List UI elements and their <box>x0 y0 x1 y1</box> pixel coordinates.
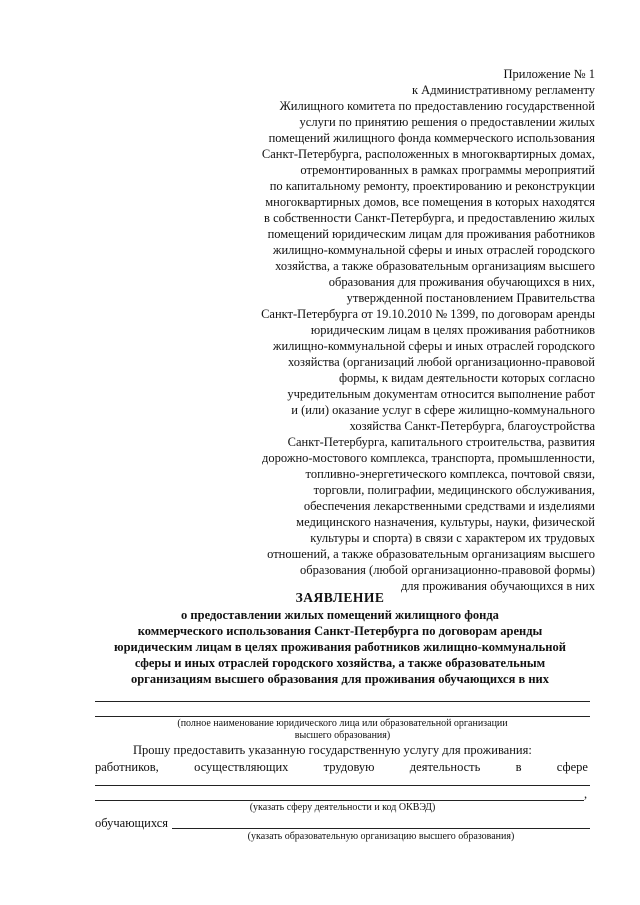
appendix-line: учредительным документам относится выполнение работ <box>287 387 595 401</box>
appendix-line: отношений, а также образовательным организациям высшего <box>267 547 595 561</box>
application-title: ЗАЯВЛЕНИЕ <box>295 590 385 605</box>
appendix-line: Приложение № 1 <box>503 67 595 81</box>
sphere-comma: , <box>584 787 588 801</box>
appendix-line: формы, к видам деятельности которых согласно <box>338 371 595 385</box>
workers-word: сфере <box>556 760 588 774</box>
appendix-line: торговли, полиграфии, медицинского обслуживания, <box>313 483 595 497</box>
appendix-line: Санкт-Петербурга, капитального строительства, развития <box>287 435 595 449</box>
appendix-block <box>175 66 595 594</box>
students-field-line[interactable] <box>172 828 590 829</box>
appendix-line: помещений жилищного фонда коммерческого использования <box>268 131 595 145</box>
org-caption-line: высшего образования) <box>294 730 391 741</box>
students-label: обучающихся <box>95 816 169 830</box>
appendix-line: для проживания обучающихся в них <box>400 579 595 593</box>
appendix-line: хозяйства (организаций любой организационно-правовой <box>288 355 595 369</box>
workers-line <box>95 760 588 775</box>
appendix-line: помещений юридическим лицам для проживания работников <box>267 227 595 241</box>
title-line: коммерческого использования Санкт-Петербурга по договорам аренды <box>137 624 543 638</box>
sphere-line-2[interactable] <box>95 800 584 801</box>
appendix-line: хозяйства, а также образовательным организациям высшего <box>275 259 595 273</box>
appendix-line: топливно-энергетического комплекса, почтовой связи, <box>305 467 595 481</box>
appendix-line: к Административному регламенту <box>411 83 595 97</box>
appendix-line: образования (любой организационно-правовой формы) <box>299 563 595 577</box>
title-line: организациям высшего образования для проживания обучающихся в них <box>130 672 549 686</box>
sphere-caption: (указать сферу деятельности и код ОКВЭД) <box>249 802 436 813</box>
title-line: сферы и иных отраслей городского хозяйства, а также образовательным <box>134 656 546 670</box>
appendix-line: хозяйства Санкт-Петербурга, благоустройства <box>349 419 595 433</box>
appendix-line: в собственности Санкт-Петербурга, и предоставлению жилых <box>264 211 595 225</box>
org-name-caption <box>95 718 590 742</box>
appendix-line: образования для проживания обучающихся в них, <box>328 275 595 289</box>
title-line: юридическим лицам в целях проживания работников жилищно-коммунальной <box>114 640 566 654</box>
request-line: Прошу предоставить указанную государственную услугу для проживания: <box>133 743 532 757</box>
appendix-line: утвержденной постановлением Правительства <box>346 291 595 305</box>
appendix-line: юридическим лицам в целях проживания работников <box>310 323 595 337</box>
workers-word: осуществляющих <box>194 760 289 774</box>
sphere-line-1[interactable] <box>95 785 590 786</box>
org-caption-line: (полное наименование юридического лица или образовательной организации <box>177 718 508 729</box>
students-caption: (указать образовательную организацию высшего образования) <box>247 831 515 842</box>
org-name-line-2[interactable] <box>95 716 590 717</box>
workers-word: работников, <box>95 760 159 774</box>
appendix-line: обеспечения лекарственными средствами и изделиями <box>303 499 595 513</box>
appendix-line: Санкт-Петербурга от 19.10.2010 № 1399, по договорам аренды <box>261 307 595 321</box>
workers-word: трудовую <box>323 760 375 774</box>
appendix-line: культуры и спорта) в связи с характером их трудовых <box>310 531 595 545</box>
title-line: о предоставлении жилых помещений жилищного фонда <box>181 608 499 622</box>
appendix-line: жилищно-коммунальной сферы и иных отраслей городского <box>272 339 595 353</box>
workers-word: деятельность <box>409 760 481 774</box>
appendix-line: по капитальному ремонту, проектированию и реконструкции <box>269 179 595 193</box>
appendix-line: Жилищного комитета по предоставлению государственной <box>279 99 595 113</box>
appendix-line: дорожно-мостового комплекса, транспорта, промышленности, <box>262 451 595 465</box>
appendix-line: медицинского назначения, культуры, науки, физической <box>296 515 595 529</box>
appendix-line: услуги по принятию решения о предоставлении жилых <box>299 115 595 129</box>
appendix-line: жилищно-коммунальной сферы и иных отраслей городского <box>272 243 595 257</box>
org-name-line-1[interactable] <box>95 701 590 702</box>
appendix-line: многоквартирных домов, все помещения в которых находятся <box>265 195 595 209</box>
workers-word: в <box>515 760 522 774</box>
appendix-line: отремонтированных в рамках программы мероприятий <box>300 163 595 177</box>
appendix-line: Санкт-Петербурга, расположенных в многоквартирных домах, <box>261 147 595 161</box>
application-title-block <box>60 590 620 687</box>
appendix-line: и (или) оказание услуг в сфере жилищно-коммунального <box>291 403 595 417</box>
